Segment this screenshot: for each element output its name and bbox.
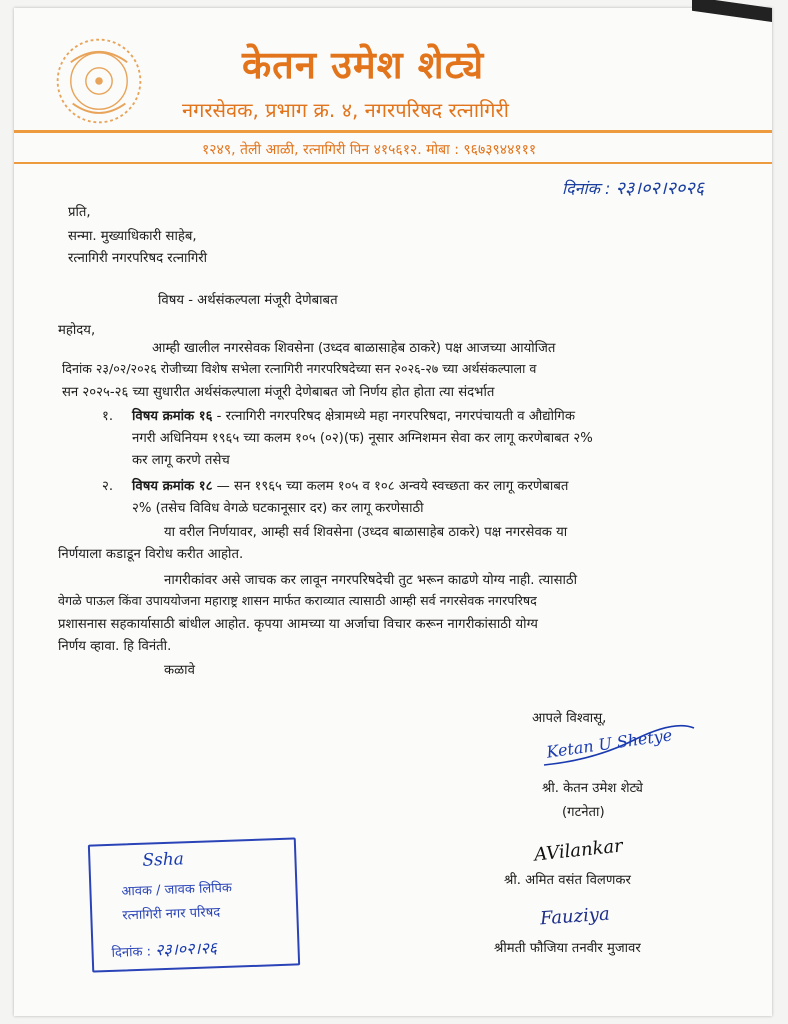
stamp-date-label: दिनांक : bbox=[111, 944, 152, 961]
date-label: दिनांक : bbox=[562, 179, 611, 198]
para3-line2: वेगळे पाऊल किंवा उपाययोजना महाराष्ट्र शासन मार्फत कराव्यात त्यासाठी आम्ही सर्व नगरसेवक नगरपरिषद bbox=[58, 593, 537, 608]
intro-line2: दिनांक २३/०२/२०२६ रोजीच्या विशेष सभेला रत्नागिरी नगरपरिषदेच्या सन २०२६-२७ च्या अर्थसंकल्पाला व bbox=[62, 361, 537, 376]
recipient-prefix: प्रति, bbox=[68, 205, 91, 220]
office-inward-stamp bbox=[88, 837, 300, 972]
item1-line1: - रत्नागिरी नगरपरिषद क्षेत्रामध्ये महा नगरपरिषदा, नगरपंचायती व औद्योगिक bbox=[212, 409, 575, 424]
letterhead-address: १२४९, तेली आळी, रत्नागिरी पिन ४१५६१२. मोबा : ९६७३९४४१११ bbox=[202, 142, 537, 158]
closing-note: कळावे bbox=[164, 663, 195, 678]
para2-line2: निर्णयाला कडाडून विरोध करीत आहोत. bbox=[58, 547, 244, 562]
stamp-date-value: २३।०२।२६ bbox=[154, 938, 218, 960]
item2-heading: विषय क्रमांक १८ bbox=[132, 479, 213, 494]
stamp-line1: आवक / जावक लिपिक bbox=[121, 880, 233, 900]
item2-line2: २% (तसेच विविध वेगळे घटकानूसार दर) कर लागू करणेसाठी bbox=[132, 501, 424, 516]
signature-3: Fauziya bbox=[539, 903, 611, 930]
letterhead-divider-lower bbox=[14, 162, 772, 164]
page-corner-shadow bbox=[692, 0, 772, 22]
signatory-1-role: (गटनेता) bbox=[562, 805, 605, 820]
item1-line2: नगरी अधिनियम १९६५ च्या कलम १०५ (०२)(फ) नूसार अग्निशमन सेवा कर लागू करणेबाबत २% bbox=[132, 431, 593, 446]
letter-page bbox=[14, 8, 772, 1016]
recipient-line2: रत्नागिरी नगरपरिषद रत्नागिरी bbox=[68, 251, 208, 266]
intro-line3: सन २०२५-२६ च्या सुधारीत अर्थसंकल्पाला मंजूरी देणेबाबत जो निर्णय होत होता त्या संदर्भात bbox=[62, 385, 495, 400]
signature-1-flourish bbox=[534, 720, 704, 780]
para2-line1: या वरील निर्णयावर, आम्ही सर्व शिवसेना (उध्दव बाळासाहेब ठाकरे) पक्ष नगरसेवक या bbox=[164, 525, 568, 540]
letterhead-designation: नगरसेवक, प्रभाग क्र. ४, नगरपरिषद रत्नागिरी bbox=[182, 98, 509, 122]
stamp-line2: रत्नागिरी नगर परिषद bbox=[122, 905, 221, 924]
stamp-signature: Ssha bbox=[142, 849, 185, 871]
item1-number: १. bbox=[102, 409, 114, 424]
item2-first-line bbox=[132, 476, 568, 494]
recipient-line1: सन्मा. मुख्याधिकारी साहेब, bbox=[68, 229, 197, 244]
letter-date bbox=[562, 176, 704, 200]
sign-off: आपले विश्वासू, bbox=[532, 711, 607, 726]
para3-line3: प्रशासनास सहकार्यासाठी बांधील आहोत. कृपया आमच्या या अर्जाचा विचार करून नागरीकांसाठी योग्य bbox=[58, 617, 538, 632]
date-value: २३।०२।२०२६ bbox=[615, 178, 705, 199]
item1-first-line bbox=[132, 406, 575, 424]
signatory-2-name: श्री. अमित वसंत विलणकर bbox=[504, 873, 631, 888]
stamp-date bbox=[111, 936, 217, 962]
para3-line1: नागरीकांवर असे जाचक कर लावून नगरपरिषदेची तुट भरून काढणे योग्य नाही. त्यासाठी bbox=[164, 573, 577, 588]
salutation: महोदय, bbox=[58, 323, 96, 338]
shivsena-emblem-icon bbox=[52, 34, 146, 128]
item1-heading: विषय क्रमांक १६ bbox=[132, 409, 213, 424]
item2-line1: — सन १९६५ च्या कलम १०५ व १०८ अन्वये स्वच्छता कर लागू करणेबाबत bbox=[212, 479, 569, 494]
signatory-3-name: श्रीमती फौजिया तनवीर मुजावर bbox=[494, 941, 641, 956]
signature-2: AVilankar bbox=[533, 835, 624, 866]
subject-line: विषय - अर्थसंकल्पला मंजूरी देणेबाबत bbox=[158, 293, 338, 308]
signatory-1-name: श्री. केतन उमेश शेट्ये bbox=[542, 781, 643, 796]
item2-number: २. bbox=[102, 479, 114, 494]
letterhead-divider bbox=[14, 130, 772, 133]
item1-line3: कर लागू करणे तसेच bbox=[132, 453, 230, 468]
letterhead-name: केतन उमेश शेट्ये bbox=[242, 43, 485, 87]
intro-line1: आम्ही खालील नगरसेवक शिवसेना (उध्दव बाळासाहेब ठाकरे) पक्ष आजच्या आयोजित bbox=[152, 341, 556, 356]
para3-line4: निर्णय व्हावा. हि विनंती. bbox=[58, 639, 172, 654]
signature-1: Ketan U Shetye bbox=[545, 725, 674, 762]
